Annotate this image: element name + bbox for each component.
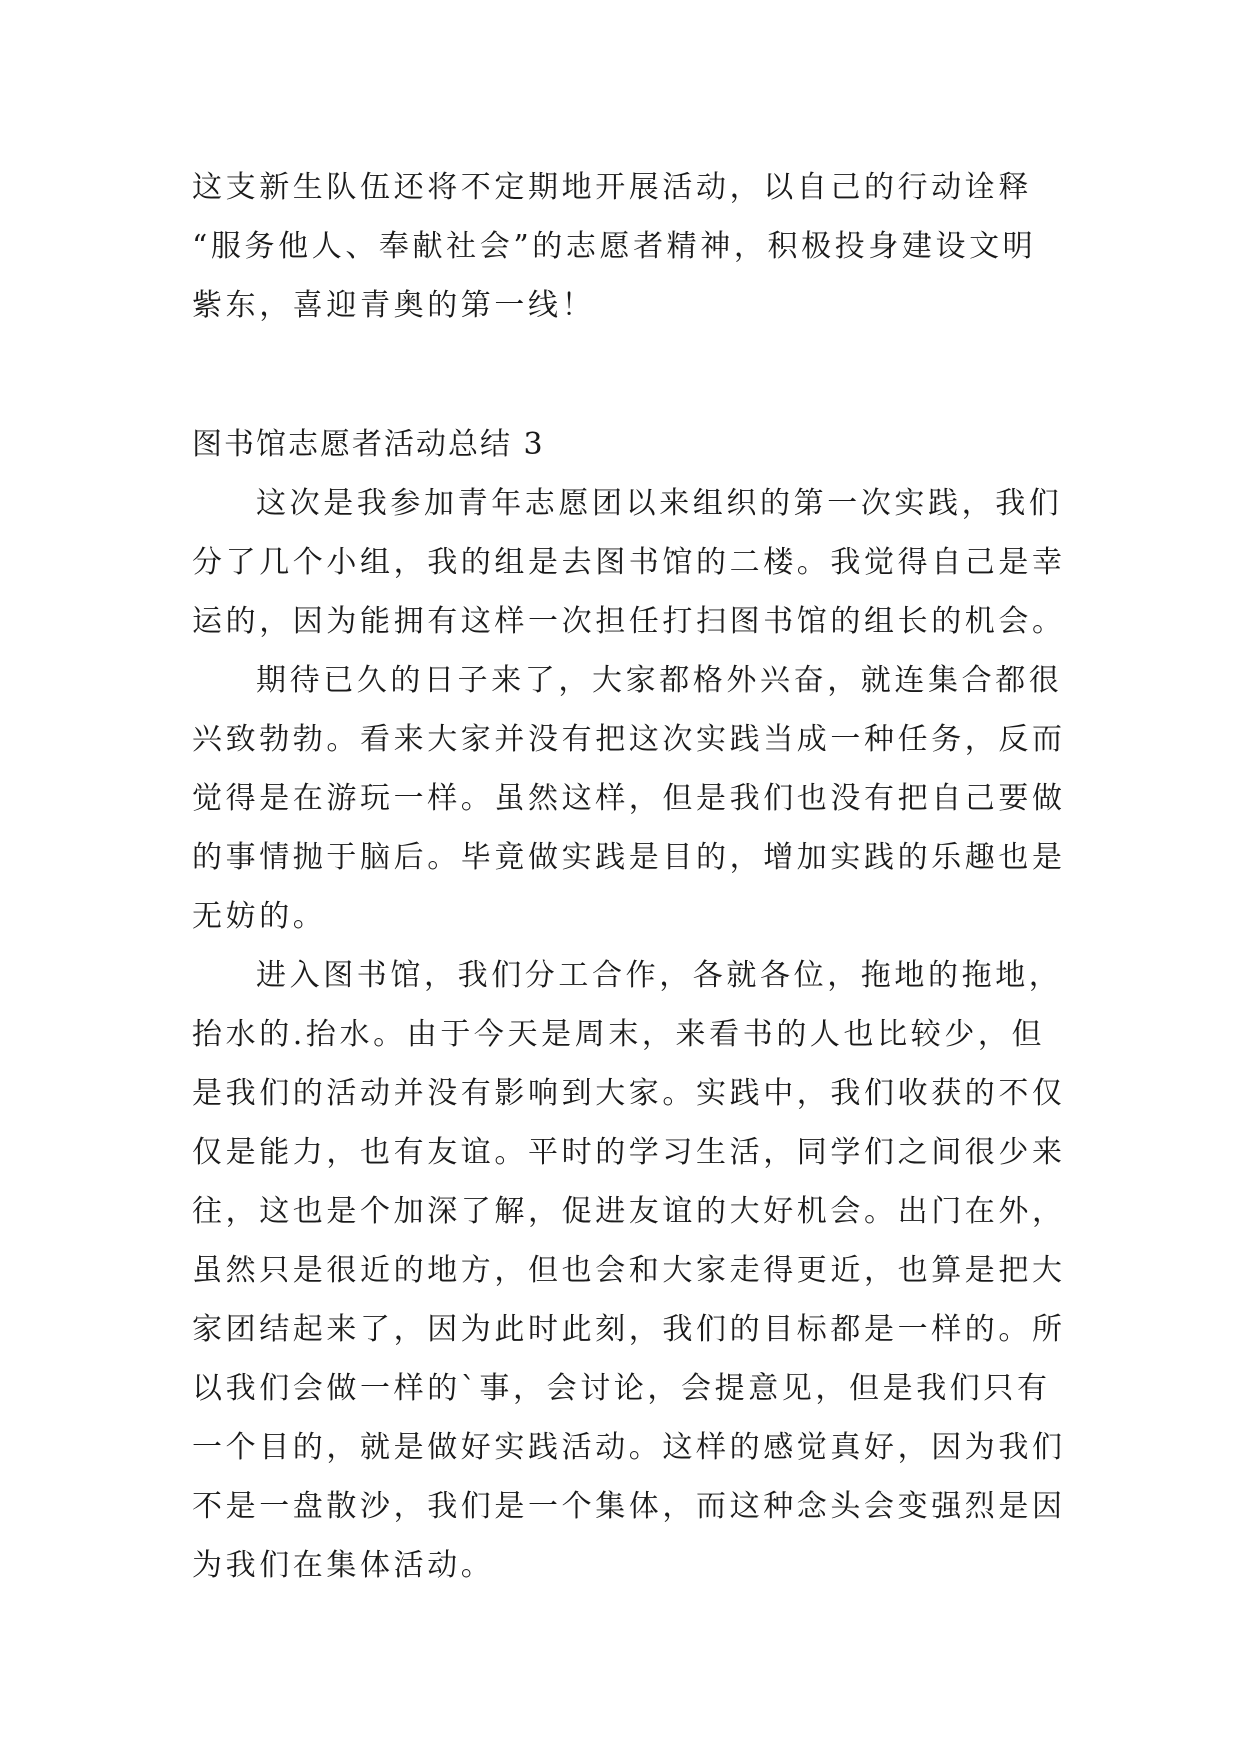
text-line: 紫东，喜迎青奥的第一线！: [192, 288, 596, 323]
text-line: 无妨的。: [192, 899, 327, 934]
text-line: 不是一盘散沙，我们是一个集体，而这种念头会变强烈是因: [192, 1489, 1066, 1524]
section-title: [192, 415, 1092, 474]
text-line: 进入图书馆，我们分工合作，各就各位，拖地的拖地，: [256, 958, 1063, 993]
text-line: 兴致勃勃。看来大家并没有把这次实践当成一种任务，反而: [192, 722, 1066, 757]
text-line: 期待已久的日子来了，大家都格外兴奋，就连集合都很: [256, 663, 1063, 698]
text-line: 虽然只是很近的地方，但也会和大家走得更近，也算是把大: [192, 1253, 1066, 1288]
text-line: 家团结起来了，因为此时此刻，我们的目标都是一样的。所: [192, 1312, 1066, 1347]
text-line: 是我们的活动并没有影响到大家。实践中，我们收获的不仅: [192, 1076, 1066, 1111]
text-line: 这次是我参加青年志愿团以来组织的第一次实践，我们: [256, 486, 1063, 521]
paragraph-2: [192, 651, 1092, 946]
paragraph-1: [192, 474, 1092, 651]
text-line: 运的，因为能拥有这样一次担任打扫图书馆的组长的机会。: [192, 604, 1066, 639]
intro-paragraph: [192, 158, 1092, 335]
text-line: 以我们会做一样的`事，会讨论，会提意见，但是我们只有: [192, 1371, 1051, 1406]
text-line: 抬水的.抬水。由于今天是周末，来看书的人也比较少，但: [192, 1017, 1046, 1052]
section-title-text: 图书馆志愿者活动总结 3: [192, 427, 545, 462]
text-line: 为我们在集体活动。: [192, 1548, 495, 1583]
text-line: “服务他人、奉献社会”的志愿者精神，积极投身建设文明: [192, 229, 1037, 264]
section-spacer: [192, 335, 1092, 415]
document-body: [192, 158, 1092, 1595]
paragraph-3: [192, 946, 1092, 1595]
text-line: 一个目的，就是做好实践活动。这样的感觉真好，因为我们: [192, 1430, 1066, 1465]
text-line: 往，这也是个加深了解，促进友谊的大好机会。出门在外，: [192, 1194, 1066, 1229]
text-line: 的事情抛于脑后。毕竟做实践是目的，增加实践的乐趣也是: [192, 840, 1066, 875]
text-line: 分了几个小组，我的组是去图书馆的二楼。我觉得自己是幸: [192, 545, 1066, 580]
text-line: 觉得是在游玩一样。虽然这样，但是我们也没有把自己要做: [192, 781, 1066, 816]
text-line: 这支新生队伍还将不定期地开展活动，以自己的行动诠释: [192, 170, 1032, 205]
text-line: 仅是能力，也有友谊。平时的学习生活，同学们之间很少来: [192, 1135, 1066, 1170]
